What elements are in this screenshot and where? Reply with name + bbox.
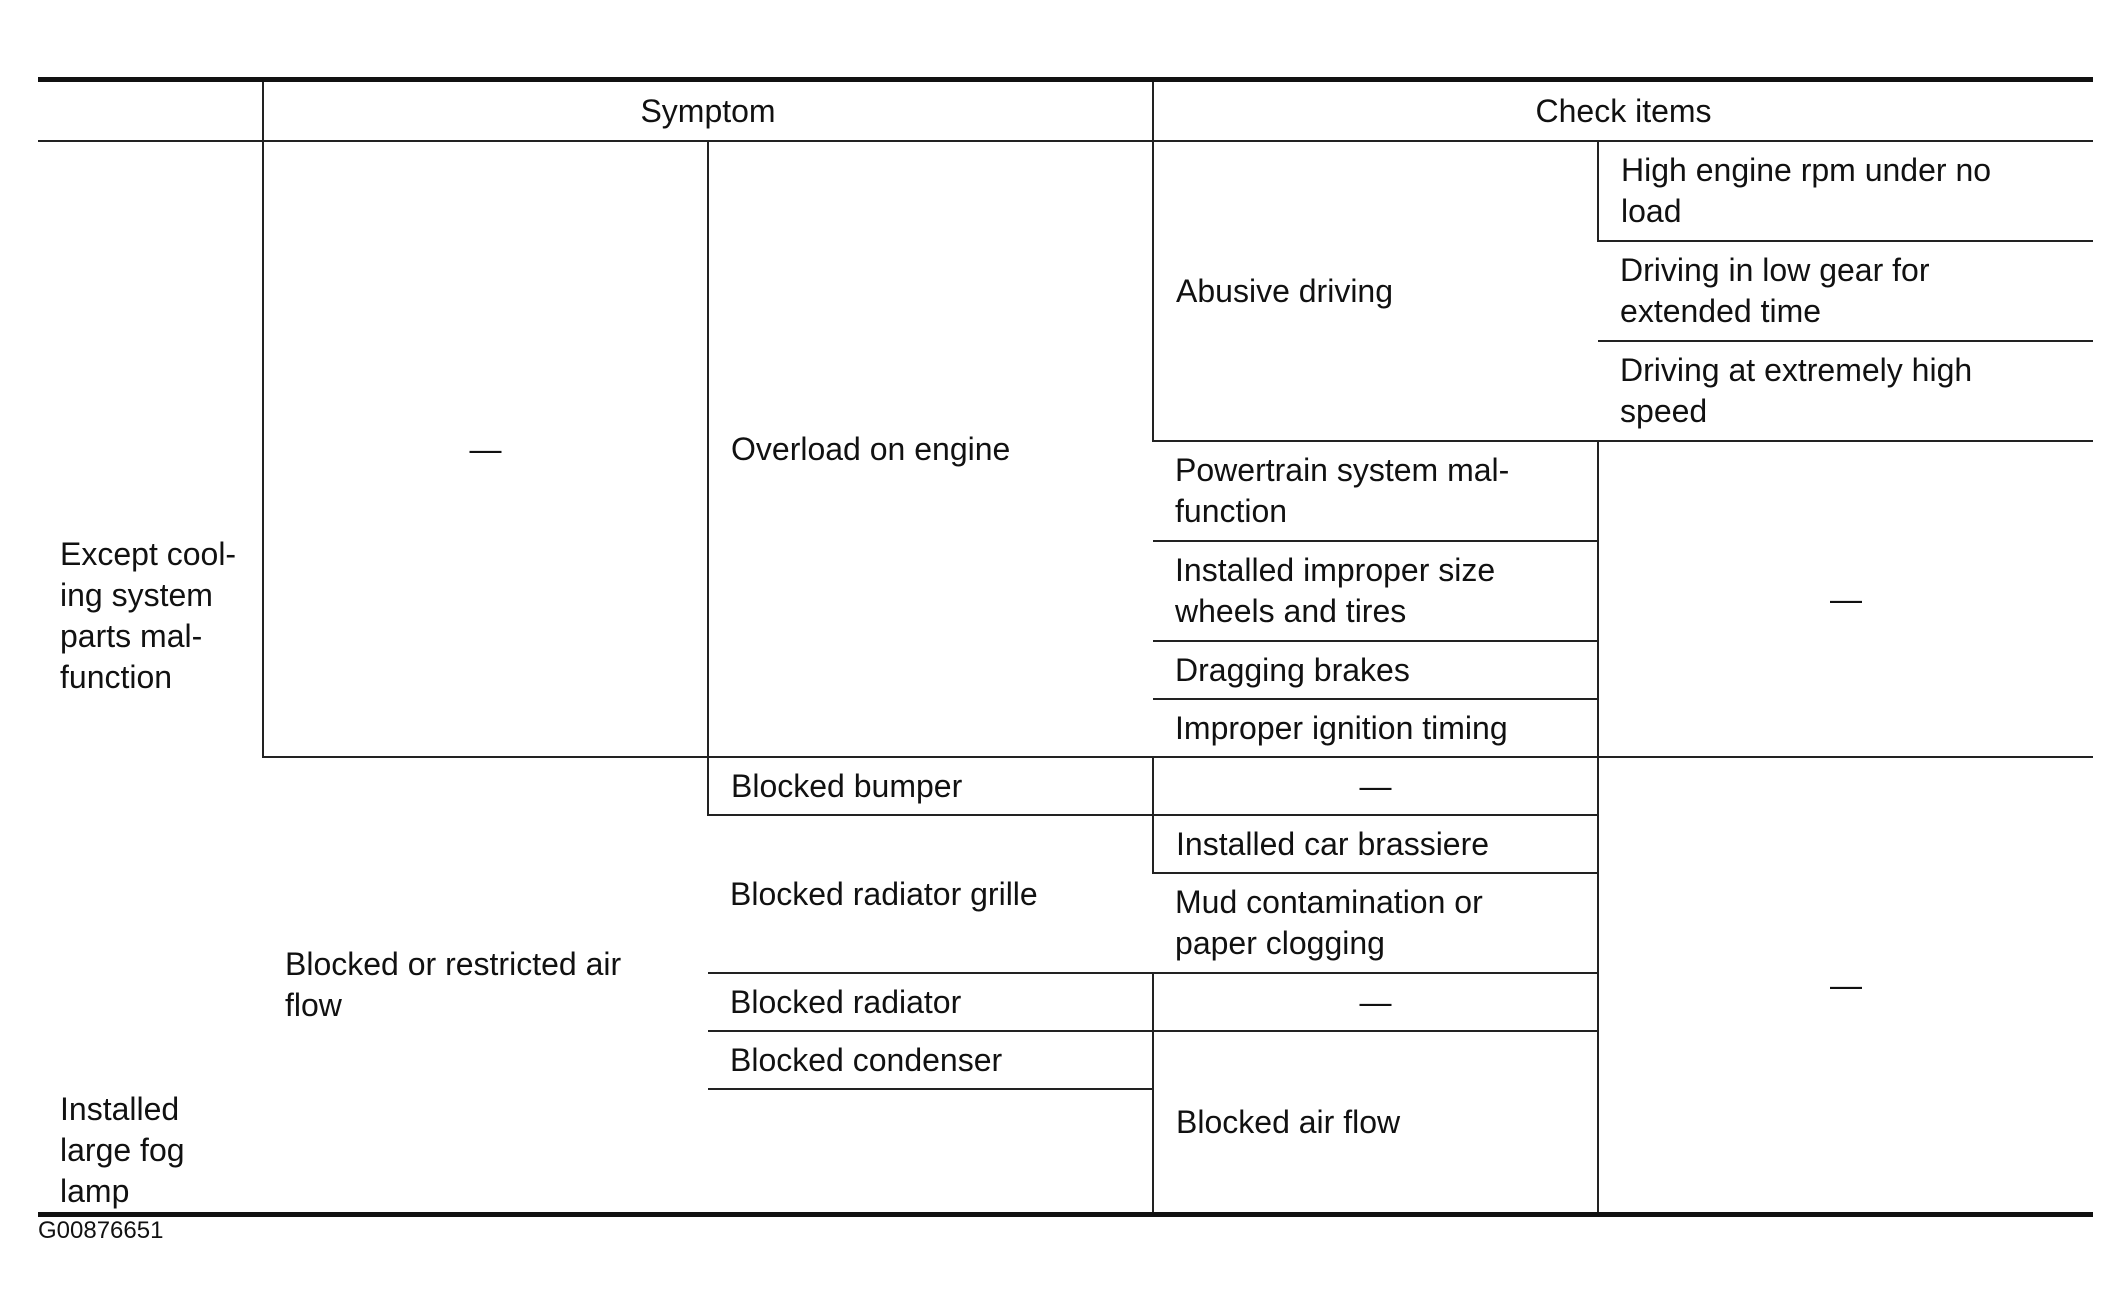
check-item-cell: Powertrain system mal- function [1153, 441, 1598, 541]
overload-detail-dash: — [1598, 441, 2093, 757]
check-item-cell: Installed improper size wheels and tires [1153, 541, 1598, 641]
check-detail-cell: Driving in low gear for extended time [1598, 241, 2093, 341]
airflow-subsymptom-cell: Blocked radiator grille [708, 815, 1153, 973]
section-label: Except cool- ing system parts mal- function [60, 535, 237, 695]
figure-code: G00876651 [38, 1217, 164, 1244]
airflow-check-cell: Installed car brassiere [1153, 815, 1598, 873]
airflow-subsymptom-cell: Blocked radiator [708, 973, 1153, 1031]
blocked-air-flow-cell: Blocked air flow [1153, 1031, 1598, 1215]
airflow-check-dash: — [1153, 973, 1598, 1031]
airflow-subsymptom-cell: Blocked bumper [708, 757, 1153, 815]
check-item-cell: Dragging brakes [1153, 641, 1598, 699]
table-row [38, 757, 2093, 815]
table-row [38, 141, 2093, 241]
header-row [38, 80, 2093, 142]
check-item-cell: Improper ignition timing [1153, 699, 1598, 757]
airflow-check-dash: — [1153, 757, 1598, 815]
airflow-detail-dash: — [1598, 757, 2093, 1215]
header-check-items: Check items [1153, 80, 2093, 142]
check-detail-cell: High engine rpm under no load [1598, 141, 2093, 241]
airflow-symptom-cell: Blocked or restricted air flow [285, 946, 622, 1023]
overload-symptom-dash: — [263, 141, 708, 757]
overload-on-engine-cell: Overload on engine [708, 141, 1153, 757]
abusive-driving-cell: Abusive driving [1153, 141, 1598, 441]
airflow-check-cell: Mud contamination or paper clogging [1153, 873, 1598, 973]
header-symptom: Symptom [263, 80, 1153, 142]
check-detail-cell: Driving at extremely high speed [1598, 341, 2093, 441]
diagnosis-table [38, 77, 2093, 1217]
header-corner [38, 80, 263, 142]
airflow-subsymptom-cell: Blocked condenser [708, 1031, 1153, 1089]
airflow-subsymptom-cell: Installed large fog lamp [60, 1091, 185, 1209]
